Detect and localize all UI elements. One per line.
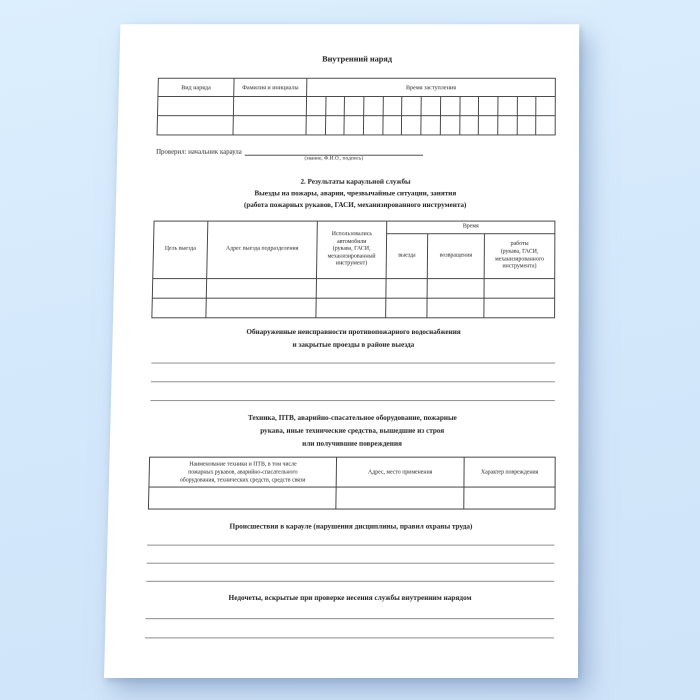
empty-cell <box>536 96 555 115</box>
empty-cell <box>440 116 459 135</box>
empty-cell <box>484 279 555 299</box>
empty-cell <box>421 116 440 135</box>
empty-cell <box>383 96 402 115</box>
results-section-title: 2. Результаты караульной службы <box>300 176 411 186</box>
equipment-col-name: Наименование техники и ПТВ, в том числе пожарных рукавов, аварийно-спасательного оборудования, технических средств, средств связи <box>149 457 337 487</box>
empty-cell <box>459 116 478 135</box>
faults-write-lines <box>150 345 555 401</box>
trips-col-vehicles: Использовались автомобили (рукава, ГАСИ, механизированный инструмент) <box>316 221 386 279</box>
duty-table-row <box>157 116 555 135</box>
trips-col-address: Адрес выезда подразделения <box>207 221 318 279</box>
write-in-line <box>151 364 555 383</box>
empty-cell <box>440 96 459 115</box>
empty-cell <box>344 116 363 135</box>
shortcomings-write-lines <box>145 600 554 638</box>
empty-cell <box>402 96 421 115</box>
empty-cell <box>427 279 484 299</box>
empty-cell <box>306 116 325 135</box>
page-title: Внутренний наряд <box>322 53 393 64</box>
incidents-heading: Происшествия в карауле (нарушения дисциплины, правил охраны труда) <box>229 521 473 531</box>
duty-table-row <box>157 96 555 115</box>
empty-cell <box>478 116 497 135</box>
equipment-table-header-row <box>149 457 555 487</box>
results-section-subtitle2: (работа пожарных рукавов, ГАСИ, механизированного инструмента) <box>243 200 467 209</box>
write-in-line <box>151 345 555 364</box>
document-page <box>104 24 579 678</box>
results-section-heading <box>155 176 556 211</box>
empty-cell <box>325 116 344 135</box>
write-in-line <box>145 600 554 619</box>
signature-line <box>245 147 423 162</box>
empty-cell <box>402 116 421 135</box>
empty-cell <box>498 96 517 115</box>
write-in-line <box>145 619 554 638</box>
signature-caption: (звание, Ф.И.О., подпись) <box>304 155 364 162</box>
results-section-subtitle1: Выезды на пожары, аварии, чрезвычайные ситуации, занятия <box>254 188 457 198</box>
write-in-line <box>146 564 554 582</box>
trips-col-work: работы (рукава, ГАСИ, механизированного инструмента) <box>484 234 555 279</box>
empty-cell <box>421 96 440 115</box>
shortcomings-heading: Недочеты, вскрытые при проверке несения службы внутренним нарядом <box>228 592 472 602</box>
empty-cell <box>157 96 233 115</box>
empty-cell <box>386 298 427 318</box>
duty-table-col-name: Фамилия и инициалы <box>234 78 307 96</box>
empty-cell <box>364 96 383 115</box>
equipment-col-place: Адрес, место применения <box>336 457 464 487</box>
empty-cell <box>459 96 478 115</box>
empty-cell <box>363 116 382 135</box>
empty-cell <box>233 116 306 135</box>
empty-cell <box>206 298 316 318</box>
duty-table-col-type: Вид наряда <box>158 78 234 96</box>
write-in-line <box>147 546 555 564</box>
trips-col-goal: Цель выезда <box>153 221 208 279</box>
empty-cell <box>316 298 386 318</box>
empty-cell <box>498 116 517 135</box>
empty-cell <box>427 298 484 318</box>
empty-cell <box>233 96 306 115</box>
faults-heading: Обнаруженные неисправности противопожарного водоснабжения и закрытые проезды в районе выезда <box>246 327 461 349</box>
trips-col-departure: выезда <box>386 234 428 279</box>
trips-table-row <box>152 298 555 318</box>
equipment-table-row <box>148 487 555 509</box>
empty-cell <box>464 487 555 509</box>
checked-by-label: Проверил: начальник караула <box>156 147 242 156</box>
empty-cell <box>345 96 364 115</box>
empty-cell <box>484 298 555 318</box>
equipment-col-damage: Характер повреждения <box>464 457 555 487</box>
equipment-table <box>148 457 556 510</box>
empty-cell <box>325 96 344 115</box>
empty-cell <box>336 487 464 509</box>
trips-table-header-row <box>154 221 555 234</box>
empty-cell <box>206 279 316 299</box>
trips-col-return: возвращения <box>427 234 484 279</box>
empty-cell <box>386 279 427 299</box>
duty-table <box>157 78 556 136</box>
empty-cell <box>148 487 336 509</box>
checked-by-row <box>156 147 423 162</box>
empty-cell <box>517 96 536 115</box>
empty-cell <box>306 96 325 115</box>
empty-cell <box>536 116 555 135</box>
empty-cell <box>479 96 498 115</box>
empty-cell <box>517 116 536 135</box>
incidents-write-lines <box>146 528 554 582</box>
trips-table-row <box>152 279 554 299</box>
empty-cell <box>152 298 206 318</box>
empty-cell <box>152 279 206 299</box>
trips-table <box>151 221 555 319</box>
duty-table-col-time: Время заступления <box>307 78 556 96</box>
equipment-heading: Техника, ПТВ, аварийно-спасательное оборудование, пожарные рукава, иные технические средства, вышедшие из строя или получившие повреждения <box>247 412 457 448</box>
empty-cell <box>316 279 386 299</box>
empty-cell <box>383 116 402 135</box>
write-in-line <box>147 528 554 546</box>
empty-cell <box>157 116 233 135</box>
write-in-line <box>150 382 554 401</box>
duty-table-header-row <box>158 78 555 96</box>
trips-group-time: Время <box>387 221 555 234</box>
